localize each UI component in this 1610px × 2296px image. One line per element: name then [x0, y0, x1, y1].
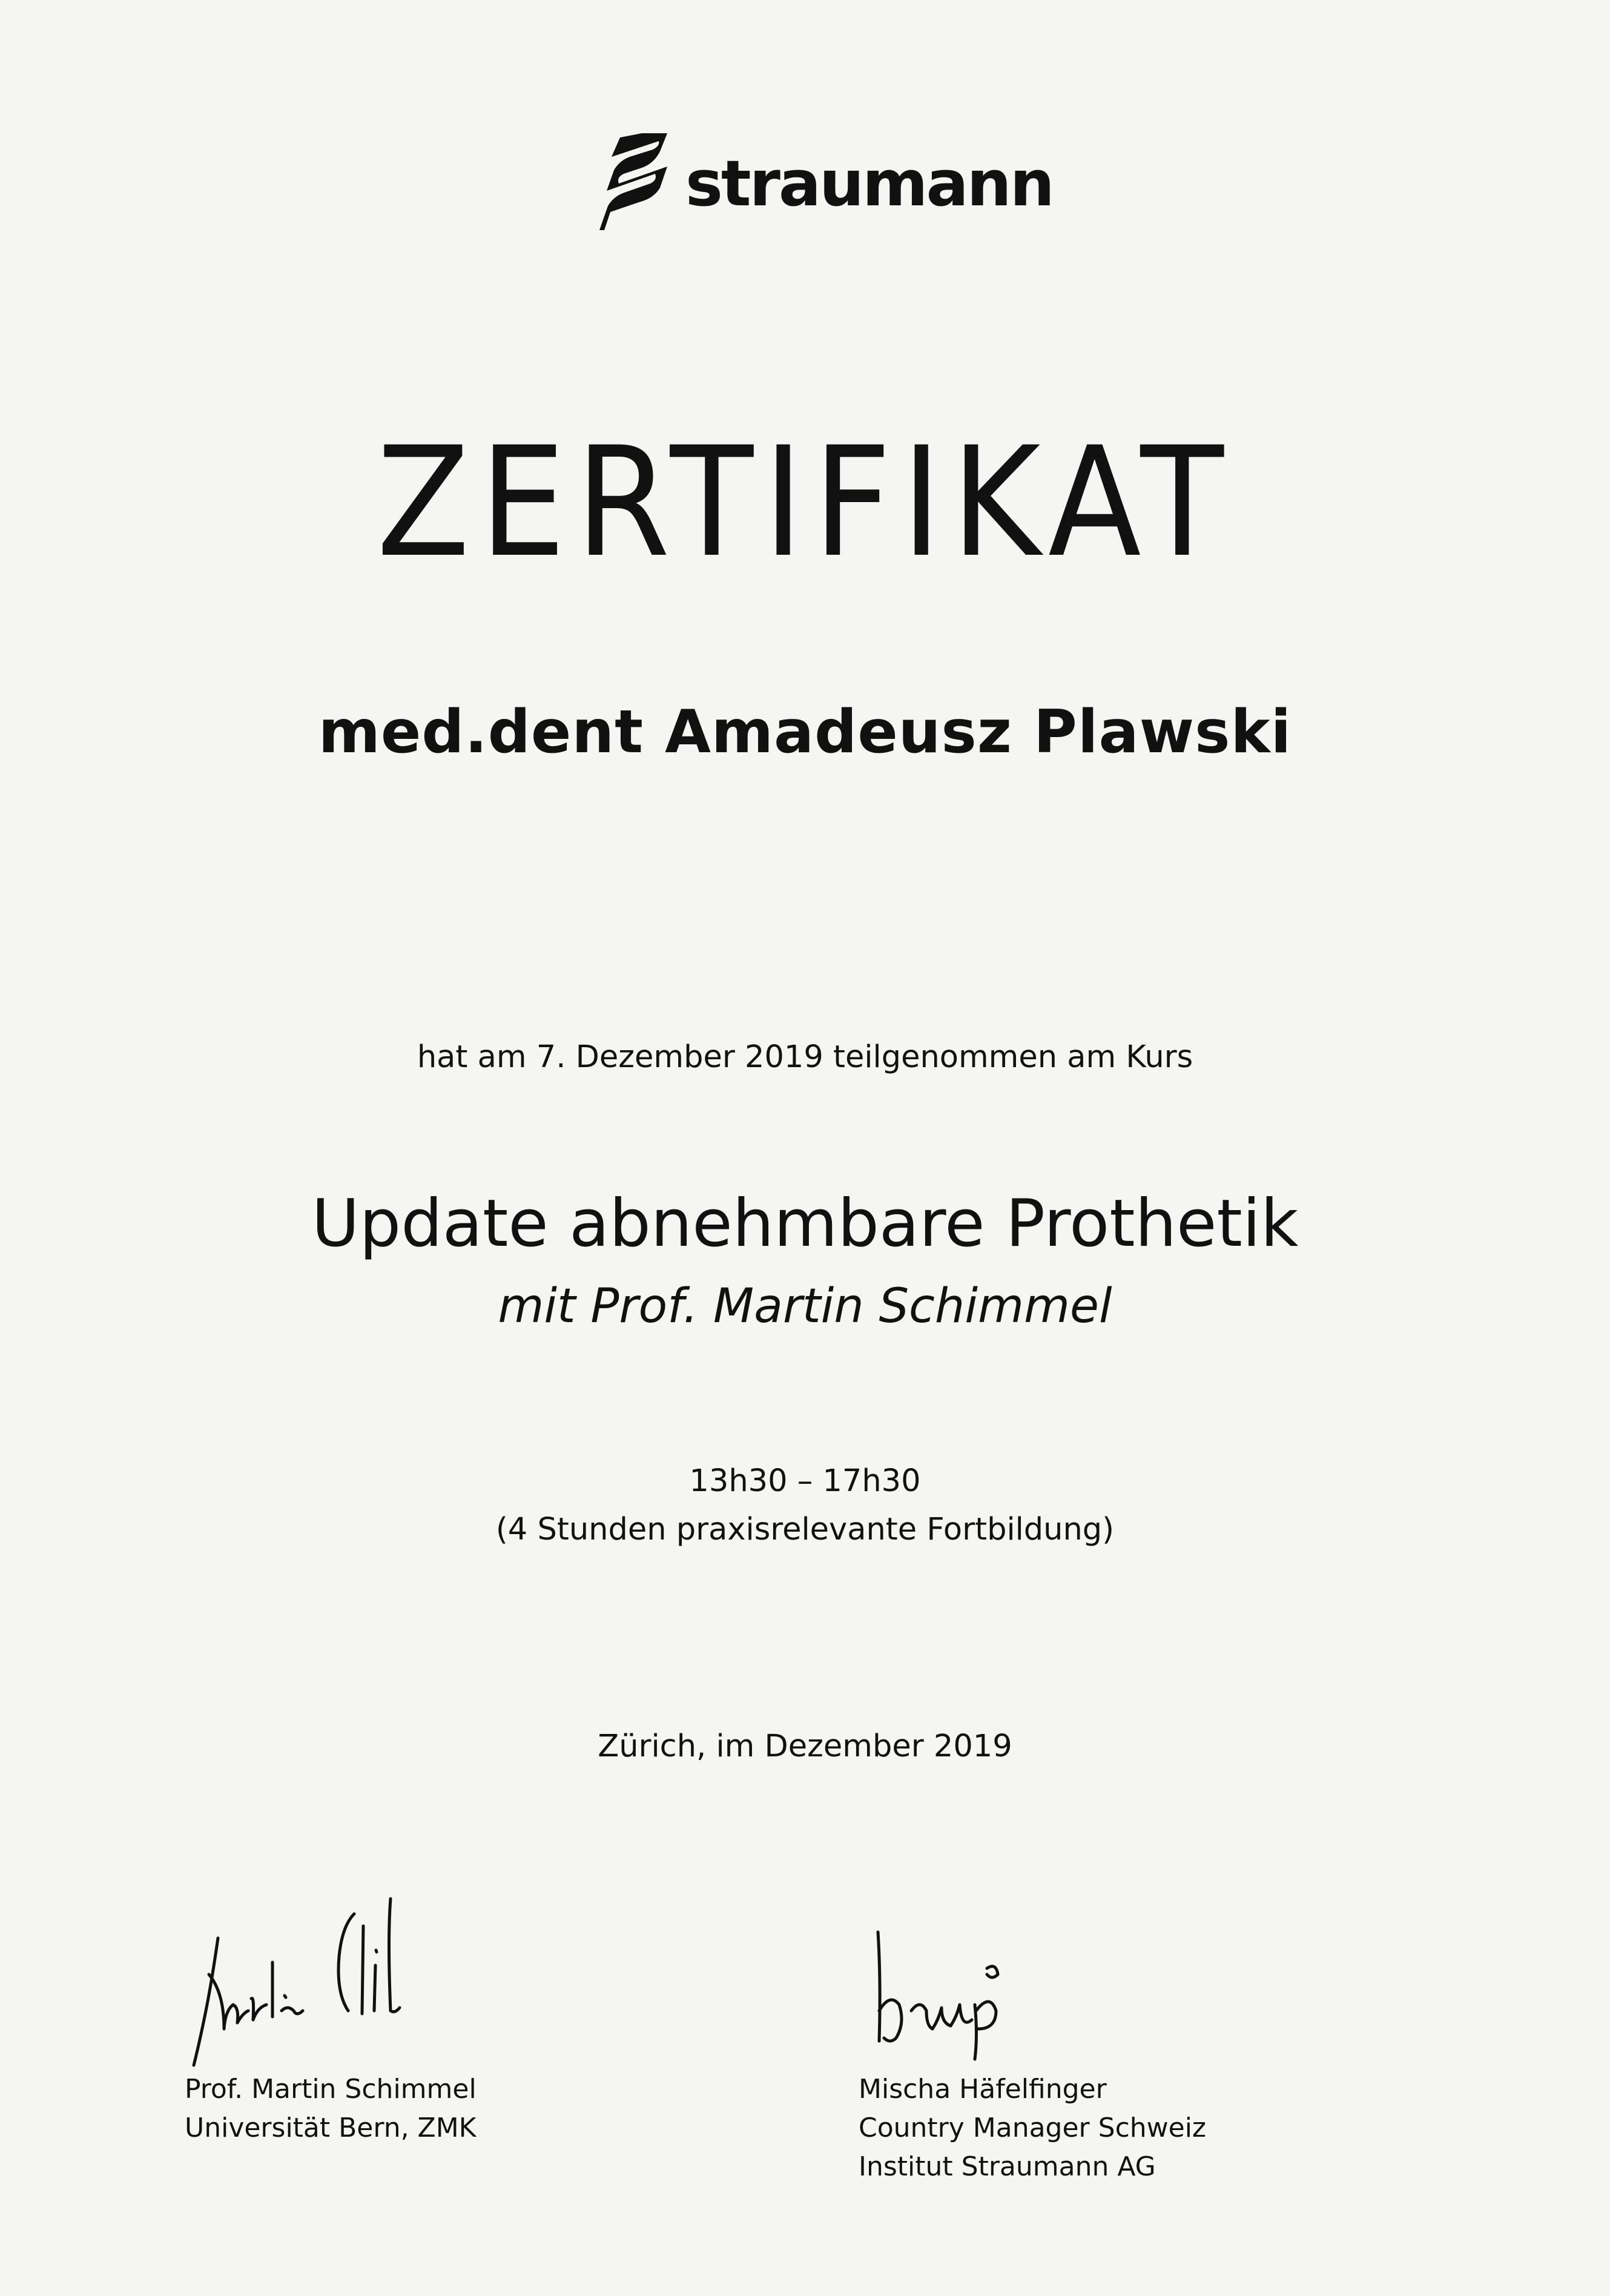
course-hours-note: (4 Stunden praxisrelevante Fortbildung)	[495, 1512, 1115, 1547]
straumann-logo	[599, 130, 1053, 233]
course-title: Update abnehmbare Prothetik	[311, 1186, 1299, 1262]
signatory-left-affiliation: Universität Bern, ZMK	[185, 2112, 477, 2143]
signatory-left	[185, 2070, 477, 2148]
logo-wordmark: straumann	[685, 147, 1053, 220]
recipient-name: med.dent Amadeusz Plawski	[318, 698, 1292, 767]
participation-text: hat am 7. Dezember 2019 teilgenommen am Kurs	[417, 1039, 1193, 1075]
signature-right	[866, 1920, 1029, 2065]
course-instructor: mit Prof. Martin Schimmel	[498, 1279, 1112, 1334]
signatory-right-organization: Institut Straumann AG	[859, 2151, 1156, 2182]
signatory-right	[859, 2070, 1206, 2186]
signatory-right-name: Mischa Häfelfinger	[859, 2074, 1107, 2105]
signatory-left-name: Prof. Martin Schimmel	[185, 2074, 477, 2105]
signature-left	[182, 1890, 436, 2071]
course-time: 13h30 – 17h30	[689, 1463, 921, 1499]
place-date: Zürich, im Dezember 2019	[598, 1729, 1012, 1764]
signatory-right-role: Country Manager Schweiz	[859, 2112, 1207, 2143]
straumann-logo-icon	[599, 130, 678, 233]
certificate-title: ZERTIFIKAT	[376, 414, 1234, 591]
